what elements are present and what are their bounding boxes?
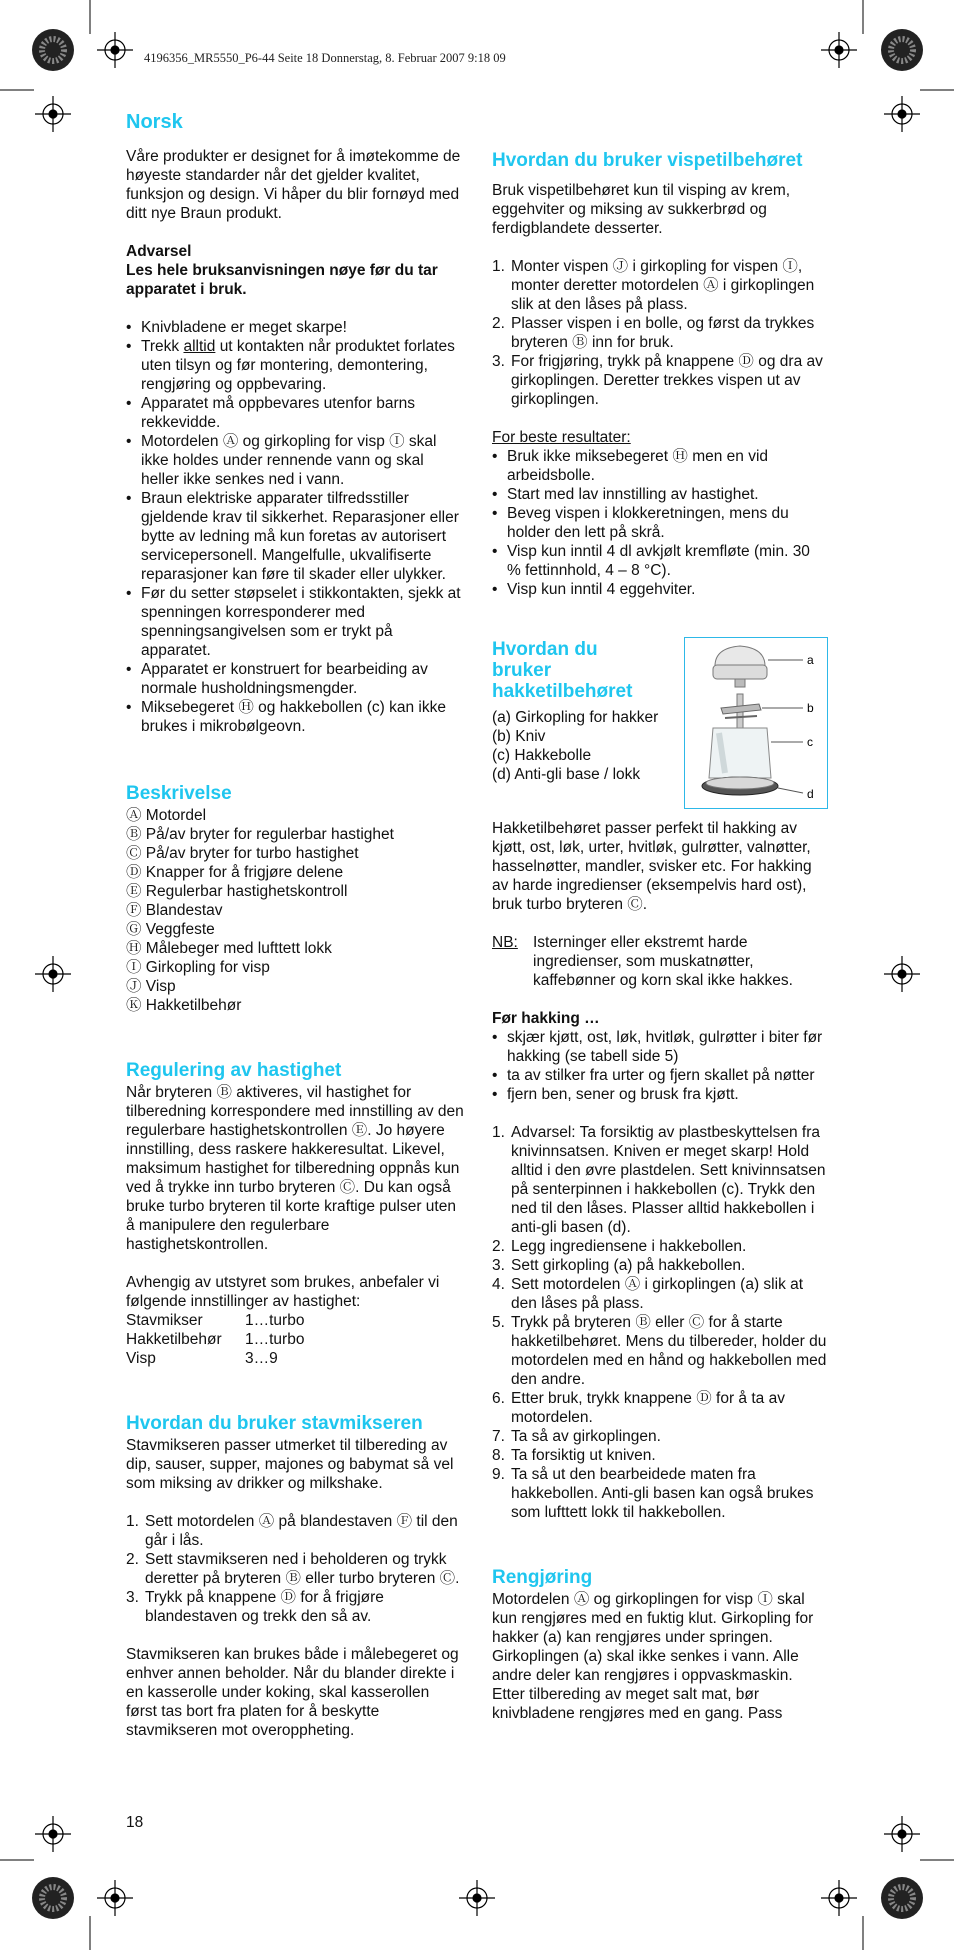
- list-item: 1. Sett motordelen Ⓐ på blandestaven Ⓕ til den går i lås.: [126, 1513, 458, 1549]
- list-item: • Beveg vispen i klokkeretningen, mens du holder den lett på skrå.: [492, 504, 828, 542]
- list-item: 3. Trykk på knappene Ⓓ for å frigjøre blandestaven og trekk den så av.: [126, 1589, 384, 1625]
- list-item-text: Sett girkopling (a) på hakkebollen.: [511, 1257, 746, 1274]
- list-item: Ⓒ På/av bryter for turbo hastighet: [126, 845, 359, 862]
- list-item-text: Advarsel: Ta forsiktig av plastbeskyttelsen fra knivinnsatsen. Kniven er meget skarp! Hold alltid i den øvre plastdelen. Sett knivinnsatsen på senterpinnen i hakkebollen (c). Trykk den ned til den låses. Plasser alltid hakkebollen i anti-gli basen (d).: [511, 1124, 826, 1236]
- list-item-text: For frigjøring, trykk på knappene Ⓓ og dra av girkoplingen. Deretter trekkes vispen ut av girkoplingen.: [511, 353, 823, 408]
- list-item: 2. Sett stavmikseren ned i beholderen og trykk deretter på bryteren Ⓑ eller turbo bryteren Ⓒ.: [126, 1551, 460, 1587]
- before-heading: Før hakking …: [492, 1010, 600, 1027]
- list-item: 2. Legg ingrediensene i hakkebollen.: [492, 1238, 747, 1255]
- page-number: 18: [126, 1814, 144, 1831]
- list-item: Ⓓ Knapper for å frigjøre delene: [126, 864, 344, 881]
- section-title-visp: Hvordan du bruker vispetilbehøret: [492, 150, 803, 171]
- list-item-text: Monter vispen Ⓙ i girkopling for vispen Ⓘ, monter deretter motordelen Ⓐ i girkoplingen slik at den låses på plass.: [511, 258, 815, 313]
- nb-text: Isterninger eller ekstremt harde ingredienser, som muskatnøtter, kaffebønner og korn skal ikke hakkes.: [533, 934, 793, 989]
- list-item: 4. Sett motordelen Ⓐ i girkoplingen (a) slik at den låses på plass.: [492, 1276, 804, 1312]
- hakke-paragraph: Hakketilbehøret passer perfekt til hakking av kjøtt, ost, løk, urter, hvitløk, gulrøtter, valnøtter, hasselnøtter, mandler, svisker etc. For hakking av harde ingredienser (eksempelvis hard ost), bruk turbo bryteren Ⓒ.: [492, 820, 812, 913]
- section-title-hastighet: Regulering av hastighet: [126, 1060, 342, 1081]
- figure-label: a: [807, 653, 814, 667]
- nb-note: [492, 933, 828, 990]
- list-item: • skjær kjøtt, ost, løk, hvitløk, gulrøtter i biter før hakking (se tabell side 5): [492, 1028, 828, 1066]
- list-item-text: Etter bruk, trykk knappene Ⓓ for å ta av motordelen.: [511, 1390, 785, 1426]
- list-item: • Visp kun inntil 4 dl avkjølt kremfløte (min. 30 % fettinnhold, 4 – 8 °C).: [492, 542, 828, 580]
- best-results-heading: For beste resultater:: [492, 429, 631, 446]
- warning-heading: Advarsel: [126, 243, 192, 260]
- list-item: • Motordelen Ⓐ og girkopling for visp Ⓘ skal ikke holdes under rennende vann og skal heller ikke senkes ned i vann.: [126, 432, 464, 489]
- list-item: (b) Kniv: [492, 728, 546, 745]
- list-item: • Miksebegeret Ⓗ og hakkebollen (c) kan ikke brukes i mikrobølgeovn.: [126, 698, 464, 736]
- table-row: [126, 1349, 304, 1368]
- speed-paragraph: Når bryteren Ⓑ aktiveres, vil hastighet for tilberedning korrespondere med innstilling av den regulerbare hastighetskontrollen Ⓔ. Jo høyere innstilling, dess raskere hakkeresultat. Likevel, maksimum hastighet for tilberedning oppnås kun ved å trykke inn turbo bryteren Ⓒ. Du kan også bruke turbo bryteren til korte kraftige pulser uten å manipulere den regulerbare hastighetskontrollen.: [126, 1084, 464, 1253]
- section-title-rengjoring: Rengjøring: [492, 1567, 593, 1588]
- before-list: [492, 1028, 828, 1104]
- list-item-text: Trekk: [141, 338, 184, 355]
- stav-paragraph-2: Stavmikseren kan brukes både i målebegeret og enhver annen beholder. Når du blander direkte i en kasserolle under koking, skal kasserollen først tas bort fra platen for å beskytte stavmikseren mot overoppheting.: [126, 1646, 459, 1739]
- table-cell: 3…9: [245, 1350, 278, 1367]
- list-item: Ⓕ Blandestav: [126, 902, 223, 919]
- list-item: (d) Anti-gli base / lokk: [492, 766, 641, 783]
- list-item-text: Ta så ut den bearbeidede maten fra hakkebollen. Anti-gli basen kan også brukes som lufttett lokk til hakkebollen.: [511, 1466, 814, 1521]
- intro-paragraph: Våre produkter er designet for å imøtekomme de høyeste standarder når det gjelder kvalitet, funksjon og design. Vi håper du blir fornøyd med ditt nye Braun produkt.: [126, 148, 461, 222]
- list-item: • ta av stilker fra urter og fjern skallet på nøtter: [492, 1066, 828, 1085]
- stav-paragraph: Stavmikseren passer utmerket til tilbereding av dip, sauser, supper, majones og babymat så vel som miksing av drikker og milkshake.: [126, 1437, 454, 1492]
- visp-steps: [492, 257, 828, 409]
- hakke-block: [492, 639, 828, 815]
- speed-table: [126, 1311, 304, 1368]
- table-cell: 1…turbo: [245, 1312, 305, 1329]
- list-item: • Før du setter støpselet i stikkontakten, sjekk at spenningen korresponderer med spenningsangivelsen som er trykt på apparatet.: [126, 584, 464, 660]
- table-cell: Stavmikser: [126, 1312, 203, 1329]
- list-item: 3. Sett girkopling (a) på hakkebollen.: [492, 1257, 746, 1274]
- chopper-illustration: [685, 638, 827, 808]
- visp-paragraph: Bruk vispetilbehøret kun til visping av krem, eggehviter og miksing av sukkerbrød og ferdigblandete desserter.: [492, 182, 791, 237]
- list-item: 5. Trykk på bryteren Ⓑ eller Ⓒ for å starte hakketilbehøret. Mens du tilbereder, holder du motordelen med en hånd og hakkebollen med den andre.: [492, 1314, 827, 1388]
- description-list: [126, 806, 464, 1015]
- table-cell: 1…turbo: [245, 1331, 305, 1348]
- clean-paragraph: Motordelen Ⓐ og girkoplingen for visp Ⓘ skal kun rengjøres med en fuktig klut. Girkopling for hakker (a) kan rengjøres under springen. Girkoplingen (a) skal ikke senkes i vann. Alle andre deler kan rengjøres i oppvaskmaskin. Etter tilbereding av meget salt mat, bør knivbladene rengjøres med en gang. Pass: [492, 1591, 814, 1722]
- list-item: [126, 337, 464, 394]
- table-row: [126, 1311, 304, 1330]
- list-item: Ⓐ Motordel: [126, 807, 207, 824]
- figure-label: c: [807, 735, 813, 749]
- section-title-norsk: Norsk: [126, 111, 183, 133]
- list-item-text: Ta forsiktig ut kniven.: [511, 1447, 656, 1464]
- list-item: (c) Hakkebolle: [492, 747, 592, 764]
- list-item: Ⓔ Regulerbar hastighetskontroll: [126, 883, 348, 900]
- table-cell: Visp: [126, 1350, 156, 1367]
- nb-label: NB:: [492, 934, 518, 951]
- list-item: • Start med lav innstilling av hastighet.: [492, 485, 828, 504]
- list-item: Ⓗ Målebeger med lufttett lokk: [126, 940, 332, 957]
- underlined-word: alltid: [183, 338, 216, 355]
- list-item: 3. For frigjøring, trykk på knappene Ⓓ og dra av girkoplingen. Deretter trekkes vispen ut av girkoplingen.: [492, 353, 823, 408]
- list-item-text: Plasser vispen i en bolle, og først da trykkes bryteren Ⓑ inn for bruk.: [511, 315, 815, 351]
- section-title-hakke: Hvordan du bruker hakketilbehøret: [492, 639, 633, 702]
- list-item: 1. Advarsel: Ta forsiktig av plastbeskyttelsen fra knivinnsatsen. Kniven er meget skarp! Hold alltid i den øvre plastdelen. Sett knivinnsatsen på senterpinnen i hakkebollen (c). Trykk den ned til den låses. Plasser alltid hakkebollen i anti-gli basen (d).: [492, 1124, 826, 1236]
- list-item-text: Sett stavmikseren ned i beholderen og trykk deretter på bryteren Ⓑ eller turbo bryteren Ⓒ.: [145, 1551, 460, 1587]
- list-item: • Apparatet må oppbevares utenfor barns rekkevidde.: [126, 394, 464, 432]
- list-item-text: Sett motordelen Ⓐ i girkoplingen (a) slik at den låses på plass.: [511, 1276, 804, 1312]
- list-item: 6. Etter bruk, trykk knappene Ⓓ for å ta av motordelen.: [492, 1390, 785, 1426]
- list-item: Ⓙ Visp: [126, 978, 176, 995]
- list-item-text: Trykk på bryteren Ⓑ eller Ⓒ for å starte hakketilbehøret. Mens du tilbereder, holder du motordelen med en hånd og hakkebollen med den andre.: [511, 1314, 827, 1388]
- table-cell: Hakketilbehør: [126, 1331, 222, 1348]
- list-item: Ⓘ Girkopling for visp: [126, 959, 270, 976]
- list-item: Ⓑ På/av bryter for regulerbar hastighet: [126, 826, 394, 843]
- list-item: • Braun elektriske apparater tilfredsstiller gjeldende krav til sikkerhet. Reparasjoner eller bytte av ledning må kun foretas av autorisert servicepersonell. Mangelfulle, ukvalifiserte reparasjoner kan føre til skader eller ulykker.: [126, 489, 464, 584]
- list-item: • fjern ben, sener og brusk fra kjøtt.: [492, 1085, 828, 1104]
- stav-steps: [126, 1512, 464, 1626]
- table-row: [126, 1330, 304, 1349]
- list-item-text: Trykk på knappene Ⓓ for å frigjøre blandestaven og trekk den så av.: [145, 1589, 384, 1625]
- list-item: • Bruk ikke miksebegeret Ⓗ men en vid arbeidsbolle.: [492, 447, 828, 485]
- list-item: • Apparatet er konstruert for bearbeiding av normale husholdningsmengder.: [126, 660, 464, 698]
- list-item-text: ut kontakten når produktet forlates uten tilsyn og før montering, demontering, rengjøring og oppbevaring.: [141, 338, 455, 393]
- left-column: [126, 112, 464, 1740]
- warning-list: [126, 318, 464, 736]
- list-item: 8. Ta forsiktig ut kniven.: [492, 1447, 656, 1464]
- chopper-figure: [684, 637, 828, 809]
- warning-subheading: Les hele bruksanvisningen nøye før du tar apparatet i bruk.: [126, 262, 438, 298]
- list-item-text: Legg ingrediensene i hakkebollen.: [511, 1238, 747, 1255]
- right-column: [492, 150, 828, 1723]
- figure-label: d: [807, 787, 814, 801]
- list-item: 1. Monter vispen Ⓙ i girkopling for vispen Ⓘ, monter deretter motordelen Ⓐ i girkoplingen slik at den låses på plass.: [492, 258, 815, 313]
- best-results-list: [492, 447, 828, 599]
- list-item: Ⓖ Veggfeste: [126, 921, 215, 938]
- list-item: (a) Girkopling for hakker: [492, 709, 659, 726]
- list-item: 9. Ta så ut den bearbeidede maten fra hakkebollen. Anti-gli basen kan også brukes som lufttett lokk til hakkebollen.: [492, 1466, 814, 1521]
- list-item: 2. Plasser vispen i en bolle, og først da trykkes bryteren Ⓑ inn for bruk.: [492, 315, 815, 351]
- section-title-beskrivelse: Beskrivelse: [126, 783, 232, 804]
- section-title-stavmikser: Hvordan du bruker stavmikseren: [126, 1413, 423, 1434]
- list-item-text: Sett motordelen Ⓐ på blandestaven Ⓕ til den går i lås.: [145, 1513, 458, 1549]
- speed-paragraph-2: Avhengig av utstyret som brukes, anbefaler vi følgende innstillinger av hastighet:: [126, 1274, 440, 1310]
- figure-label: b: [807, 701, 814, 715]
- list-item-text: Ta så av girkoplingen.: [511, 1428, 661, 1445]
- list-item: • Knivbladene er meget skarpe!: [126, 318, 464, 337]
- list-item: • Visp kun inntil 4 eggehviter.: [492, 580, 828, 599]
- print-slug: 4196356_MR5550_P6-44 Seite 18 Donnerstag, 8. Februar 2007 9:18 09: [144, 51, 506, 65]
- list-item: 7. Ta så av girkoplingen.: [492, 1428, 661, 1445]
- list-item: Ⓚ Hakketilbehør: [126, 997, 242, 1014]
- hakke-steps: [492, 1123, 828, 1522]
